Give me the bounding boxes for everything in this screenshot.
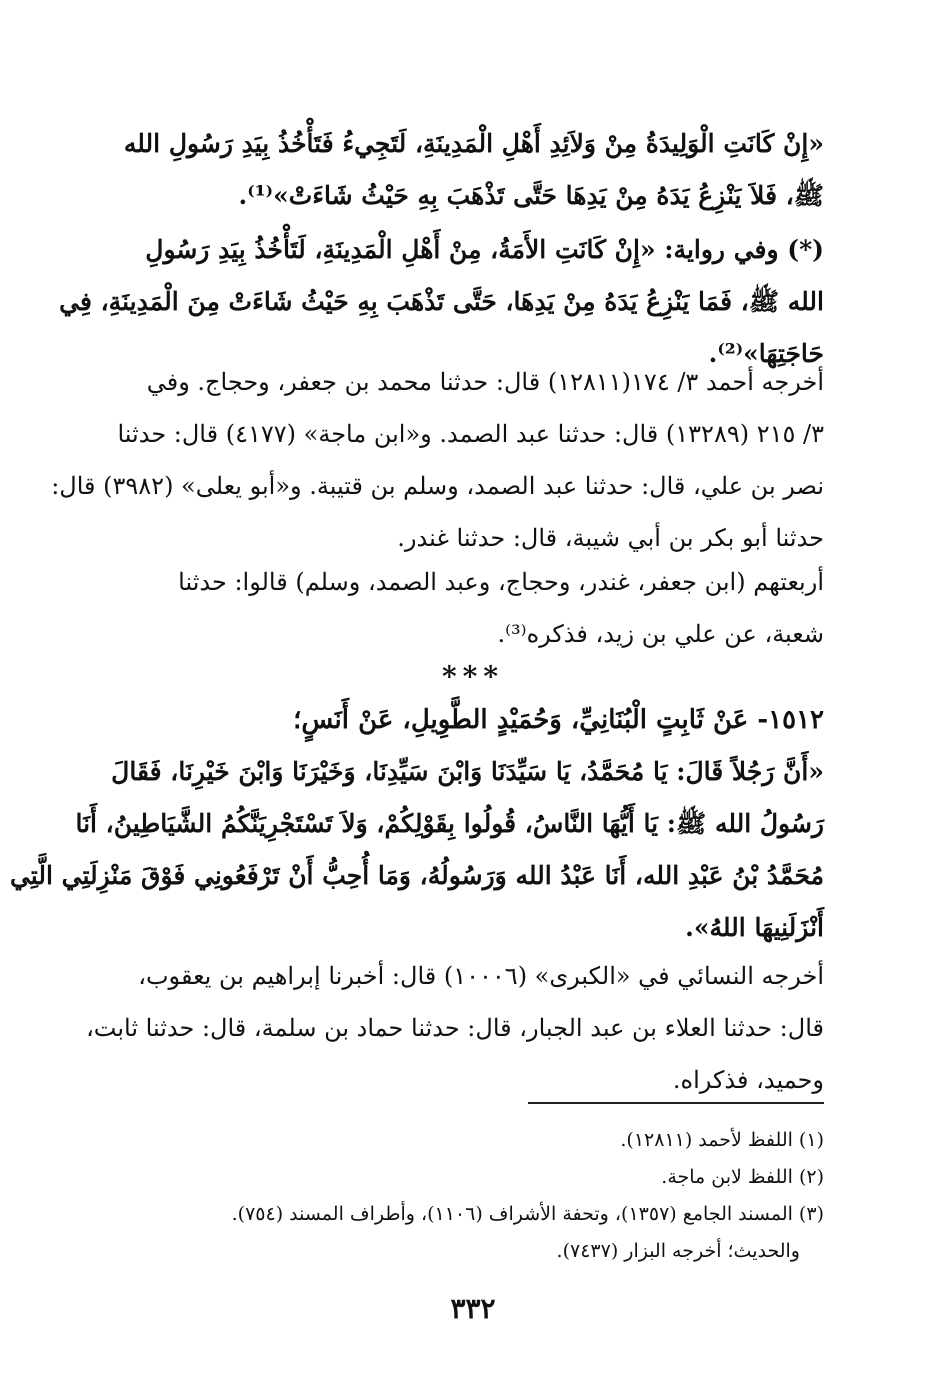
hadith-text-1: [124, 118, 824, 222]
footnote-3: (٣) المسند الجامع (١٣٥٧)، وتحفة الأشراف (١١٠٦)، وأطراف المسند (٧٥٤).: [231, 1203, 824, 1225]
text-line: أَنْزَلَنِيهَا اللهُ».: [685, 913, 824, 942]
text-line: رَسُولُ الله ﷺ: يَا أَيُّهَا النَّاسُ، قُولُوا بِقَوْلِكُمْ، وَلاَ تَسْتَجْرِيَنَّكُمُ الشَّيَاطِينُ، أَنَا: [75, 809, 824, 838]
text-line: الله ﷺ، فَمَا يَنْزِعُ يَدَهُ مِنْ يَدِهَا، حَتَّى تَذْهَبَ بِهِ حَيْثُ شَاءَتْ مِنَ الْمَدِينَةِ، فِي: [59, 287, 824, 316]
text-line: أربعتهم (ابن جعفر، غندر، وحجاج، وعبد الصمد، وسلم) قالوا: حدثنا: [178, 568, 824, 596]
footnote-separator: [528, 1102, 824, 1104]
footnote-2: (٢) اللفظ لابن ماجة.: [661, 1166, 824, 1188]
heading-line: ١٥١٢- عَنْ ثَابِتٍ الْبُنَانِيِّ، وَحُمَيْدٍ الطَّوِيلِ، عَنْ أَنَسٍ؛: [293, 705, 824, 735]
takhrij-paragraph-2: [124, 556, 824, 660]
hadith-heading-1512: [124, 694, 824, 746]
text-line: ٣/ ٢١٥ (١٣٢٨٩) قال: حدثنا عبد الصمد. و«ابن ماجة» (٤١٧٧) قال: حدثنا: [117, 420, 824, 448]
text-line: شعبة، عن علي بن زيد، فذكره⁽³⁾.: [497, 620, 824, 648]
text-line: وحميد، فذكراه.: [672, 1066, 824, 1094]
text-line: «إِنْ كَانَتِ الْوَلِيدَةُ مِنْ وَلاَئِدِ أَهْلِ الْمَدِينَةِ، لَتَجِيءُ فَتَأْخُذُ بِيَدِ رَسُولِ الله: [123, 129, 824, 158]
text-line: نصر بن علي، قال: حدثنا عبد الصمد، وسلم بن قتيبة. و«أبو يعلى» (٣٩٨٢) قال:: [51, 472, 824, 500]
text-line: «أَنَّ رَجُلاً قَالَ: يَا مُحَمَّدُ، يَا سَيِّدَنَا وَابْنَ سَيِّدِنَا، وَخَيْرَنَا وَابْنَ خَيْرِنَا، فَقَالَ: [111, 757, 824, 786]
takhrij-paragraph-1: [51, 356, 824, 564]
hadith-text-2: [9, 746, 824, 954]
footnote-3-continued: والحديث؛ أخرجه البزار (٧٤٣٧).: [556, 1240, 800, 1262]
footnote-1: (١) اللفظ لأحمد (١٢٨١١).: [620, 1129, 824, 1151]
takhrij-paragraph-3: [86, 950, 824, 1106]
section-separator-stars: ***: [442, 660, 504, 693]
text-line: أخرجه أحمد ٣/ ١٧٤(١٢٨١١) قال: حدثنا محمد بن جعفر، وحجاج. وفي: [146, 368, 824, 396]
text-line: حدثنا أبو بكر بن أبي شيبة، قال: حدثنا غندر.: [397, 524, 824, 552]
text-line: أخرجه النسائي في «الكبرى» (١٠٠٠٦) قال: أخبرنا إبراهيم بن يعقوب،: [138, 962, 824, 990]
text-line: (*) وفي رواية: «إِنْ كَانَتِ الأَمَةُ، مِنْ أَهْلِ الْمَدِينَةِ، لَتَأْخُذُ بِيَدِ رَسُولِ: [145, 235, 824, 264]
text-line: حَاجَتِهَا»⁽²⁾.: [708, 339, 824, 368]
text-line: مُحَمَّدُ بْنُ عَبْدِ الله، أَنَا عَبْدُ الله وَرَسُولُهُ، وَمَا أُحِبُّ أَنْ تَرْفَعُونِي فَوْقَ مَنْزِلَتِي الَّتِي: [9, 861, 824, 890]
footnotes: [124, 1122, 824, 1270]
page-number: ٣٣٢: [450, 1292, 496, 1325]
text-line: ﷺ، فَلاَ يَنْزِعُ يَدَهُ مِنْ يَدِهَا حَتَّى تَذْهَبَ بِهِ حَيْثُ شَاءَتْ»⁽¹⁾.: [238, 181, 824, 210]
text-line: قال: حدثنا العلاء بن عبد الجبار، قال: حدثنا حماد بن سلمة، قال: حدثنا ثابت،: [86, 1014, 824, 1042]
